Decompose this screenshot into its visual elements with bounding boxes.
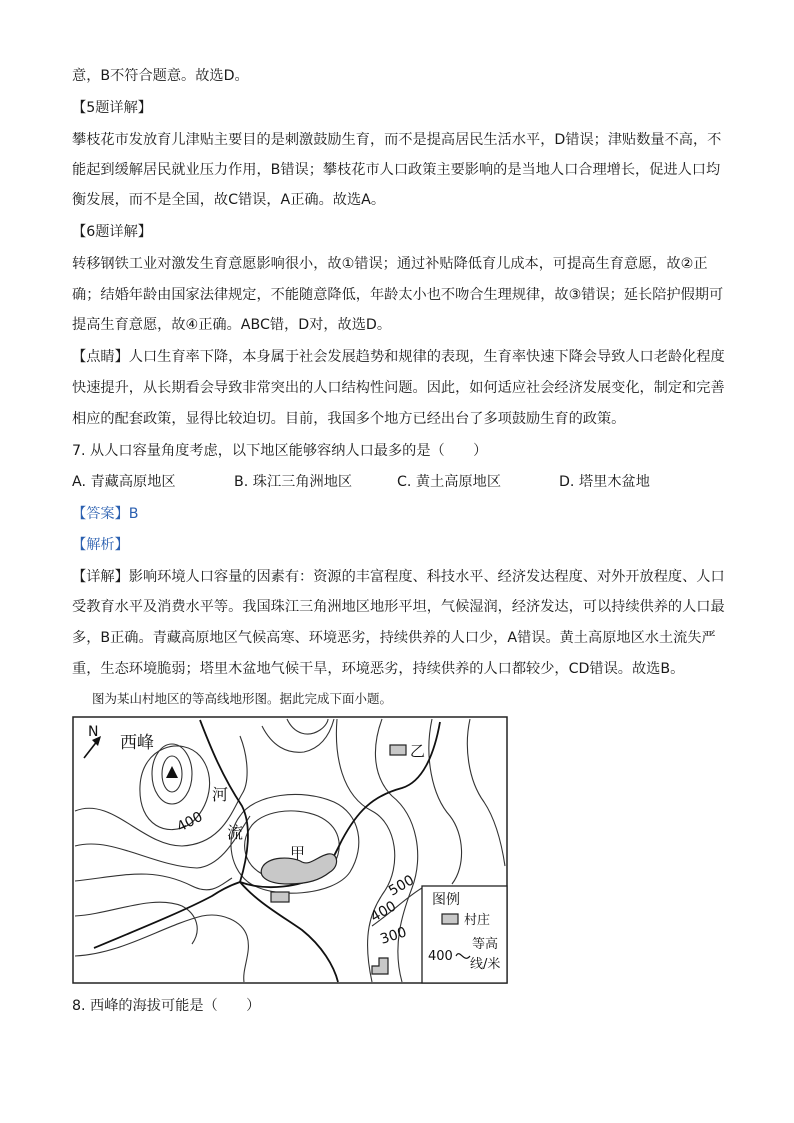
detail-line: 【详解】影响环境人口容量的因素有：资源的丰富程度、科技水平、经济发达程度、对外开放程度、人口 xyxy=(72,569,725,585)
legend-contour-label: 线/米 xyxy=(470,957,501,972)
legend xyxy=(422,886,507,983)
contour-label: 500 xyxy=(386,872,418,900)
text-line: 攀枝花市发放育儿津贴主要目的是刺激鼓励生育，而不是提高居民生活水平，D错误；津贴数量不高，不 xyxy=(72,132,722,148)
text-line: 确；结婚年龄由国家法律规定，不能随意降低，年龄太小也不吻合生理规律，故③错误；延长陪护假期可 xyxy=(72,287,724,303)
answer-label: 【答案】B xyxy=(72,506,139,522)
legend-village-label: 村庄 xyxy=(464,913,491,928)
detail-line: 多，B正确。青藏高原地区气候高寒、环境恶劣，持续供养的人口少，A错误。黄土高原地区水土流失严 xyxy=(72,630,716,646)
contour-label: 300 xyxy=(378,924,409,948)
text-line: 提高生育意愿，故④正确。ABC错，D对，故选D。 xyxy=(72,317,392,333)
text-line: 意，B不符合题意。故选D。 xyxy=(72,68,249,84)
contour-map xyxy=(72,716,508,984)
section-heading-q6: 【6题详解】 xyxy=(72,224,152,240)
legend-title: 图例 xyxy=(432,892,460,908)
section-heading-q5: 【5题详解】 xyxy=(72,100,152,116)
text-line: 【点睛】人口生育率下降，本身属于社会发展趋势和规律的表现，生育率快速下降会导致人口老龄化程度 xyxy=(72,349,725,365)
river-label: 流 xyxy=(227,823,244,842)
text-line: 快速提升，从长期看会导致非常突出的人口结构性问题。因此，如何适应社会经济发展变化，制定和完善 xyxy=(72,380,725,396)
contour-label: 400 xyxy=(174,808,206,836)
detail-line: 重，生态环境脆弱；塔里木盆地气候干旱，环境恶劣，持续供养的人口都较少，CD错误。故选B。 xyxy=(72,661,685,677)
q7-option-c: C. 黄土高原地区 xyxy=(397,474,502,490)
text-line: 能起到缓解居民就业压力作用，B错误；攀枝花市人口政策主要影响的是当地人口合理增长，促进人口均 xyxy=(72,162,721,178)
text-line: 转移钢铁工业对激发生育意愿影响很小，故①错误；通过补贴降低育儿成本，可提高生育意愿，故②正 xyxy=(72,256,708,272)
detail-line: 受教育水平及消费水平等。我国珠江三角洲地区地形平坦，气候湿润，经济发达，可以持续供养的人口最 xyxy=(72,599,725,615)
q7-option-b: B. 珠江三角洲地区 xyxy=(234,474,353,490)
legend-contour-label: 等高 xyxy=(472,937,499,952)
legend-contour-value: 400 xyxy=(428,949,453,964)
river-label: 河 xyxy=(212,785,229,804)
question-7: 7. 从人口容量角度考虑，以下地区能够容纳人口最多的是（ ） xyxy=(72,443,488,459)
village-yi-marker xyxy=(390,745,406,755)
question-8: 8. 西峰的海拔可能是（ ） xyxy=(72,998,261,1014)
village-jia-label: 甲 xyxy=(290,844,306,862)
text-line: 相应的配套政策，显得比较迫切。目前，我国多个地方已经出台了多项鼓励生育的政策。 xyxy=(72,411,626,427)
map-caption: 图为某山村地区的等高线地形图。据此完成下面小题。 xyxy=(92,691,393,706)
legend-village-swatch xyxy=(442,914,458,924)
q7-option-d: D. 塔里木盆地 xyxy=(559,474,650,490)
q7-option-a: A. 青藏高原地区 xyxy=(72,474,176,490)
village-marker xyxy=(271,892,289,902)
analysis-label: 【解析】 xyxy=(72,537,129,553)
north-label: N xyxy=(88,724,99,740)
text-line: 衡发展，而不是全国，故C错误，A正确。故选A。 xyxy=(72,192,386,208)
peak-name: 西峰 xyxy=(120,733,154,753)
village-yi-label: 乙 xyxy=(410,742,426,760)
contour-label: 400 xyxy=(368,898,400,926)
